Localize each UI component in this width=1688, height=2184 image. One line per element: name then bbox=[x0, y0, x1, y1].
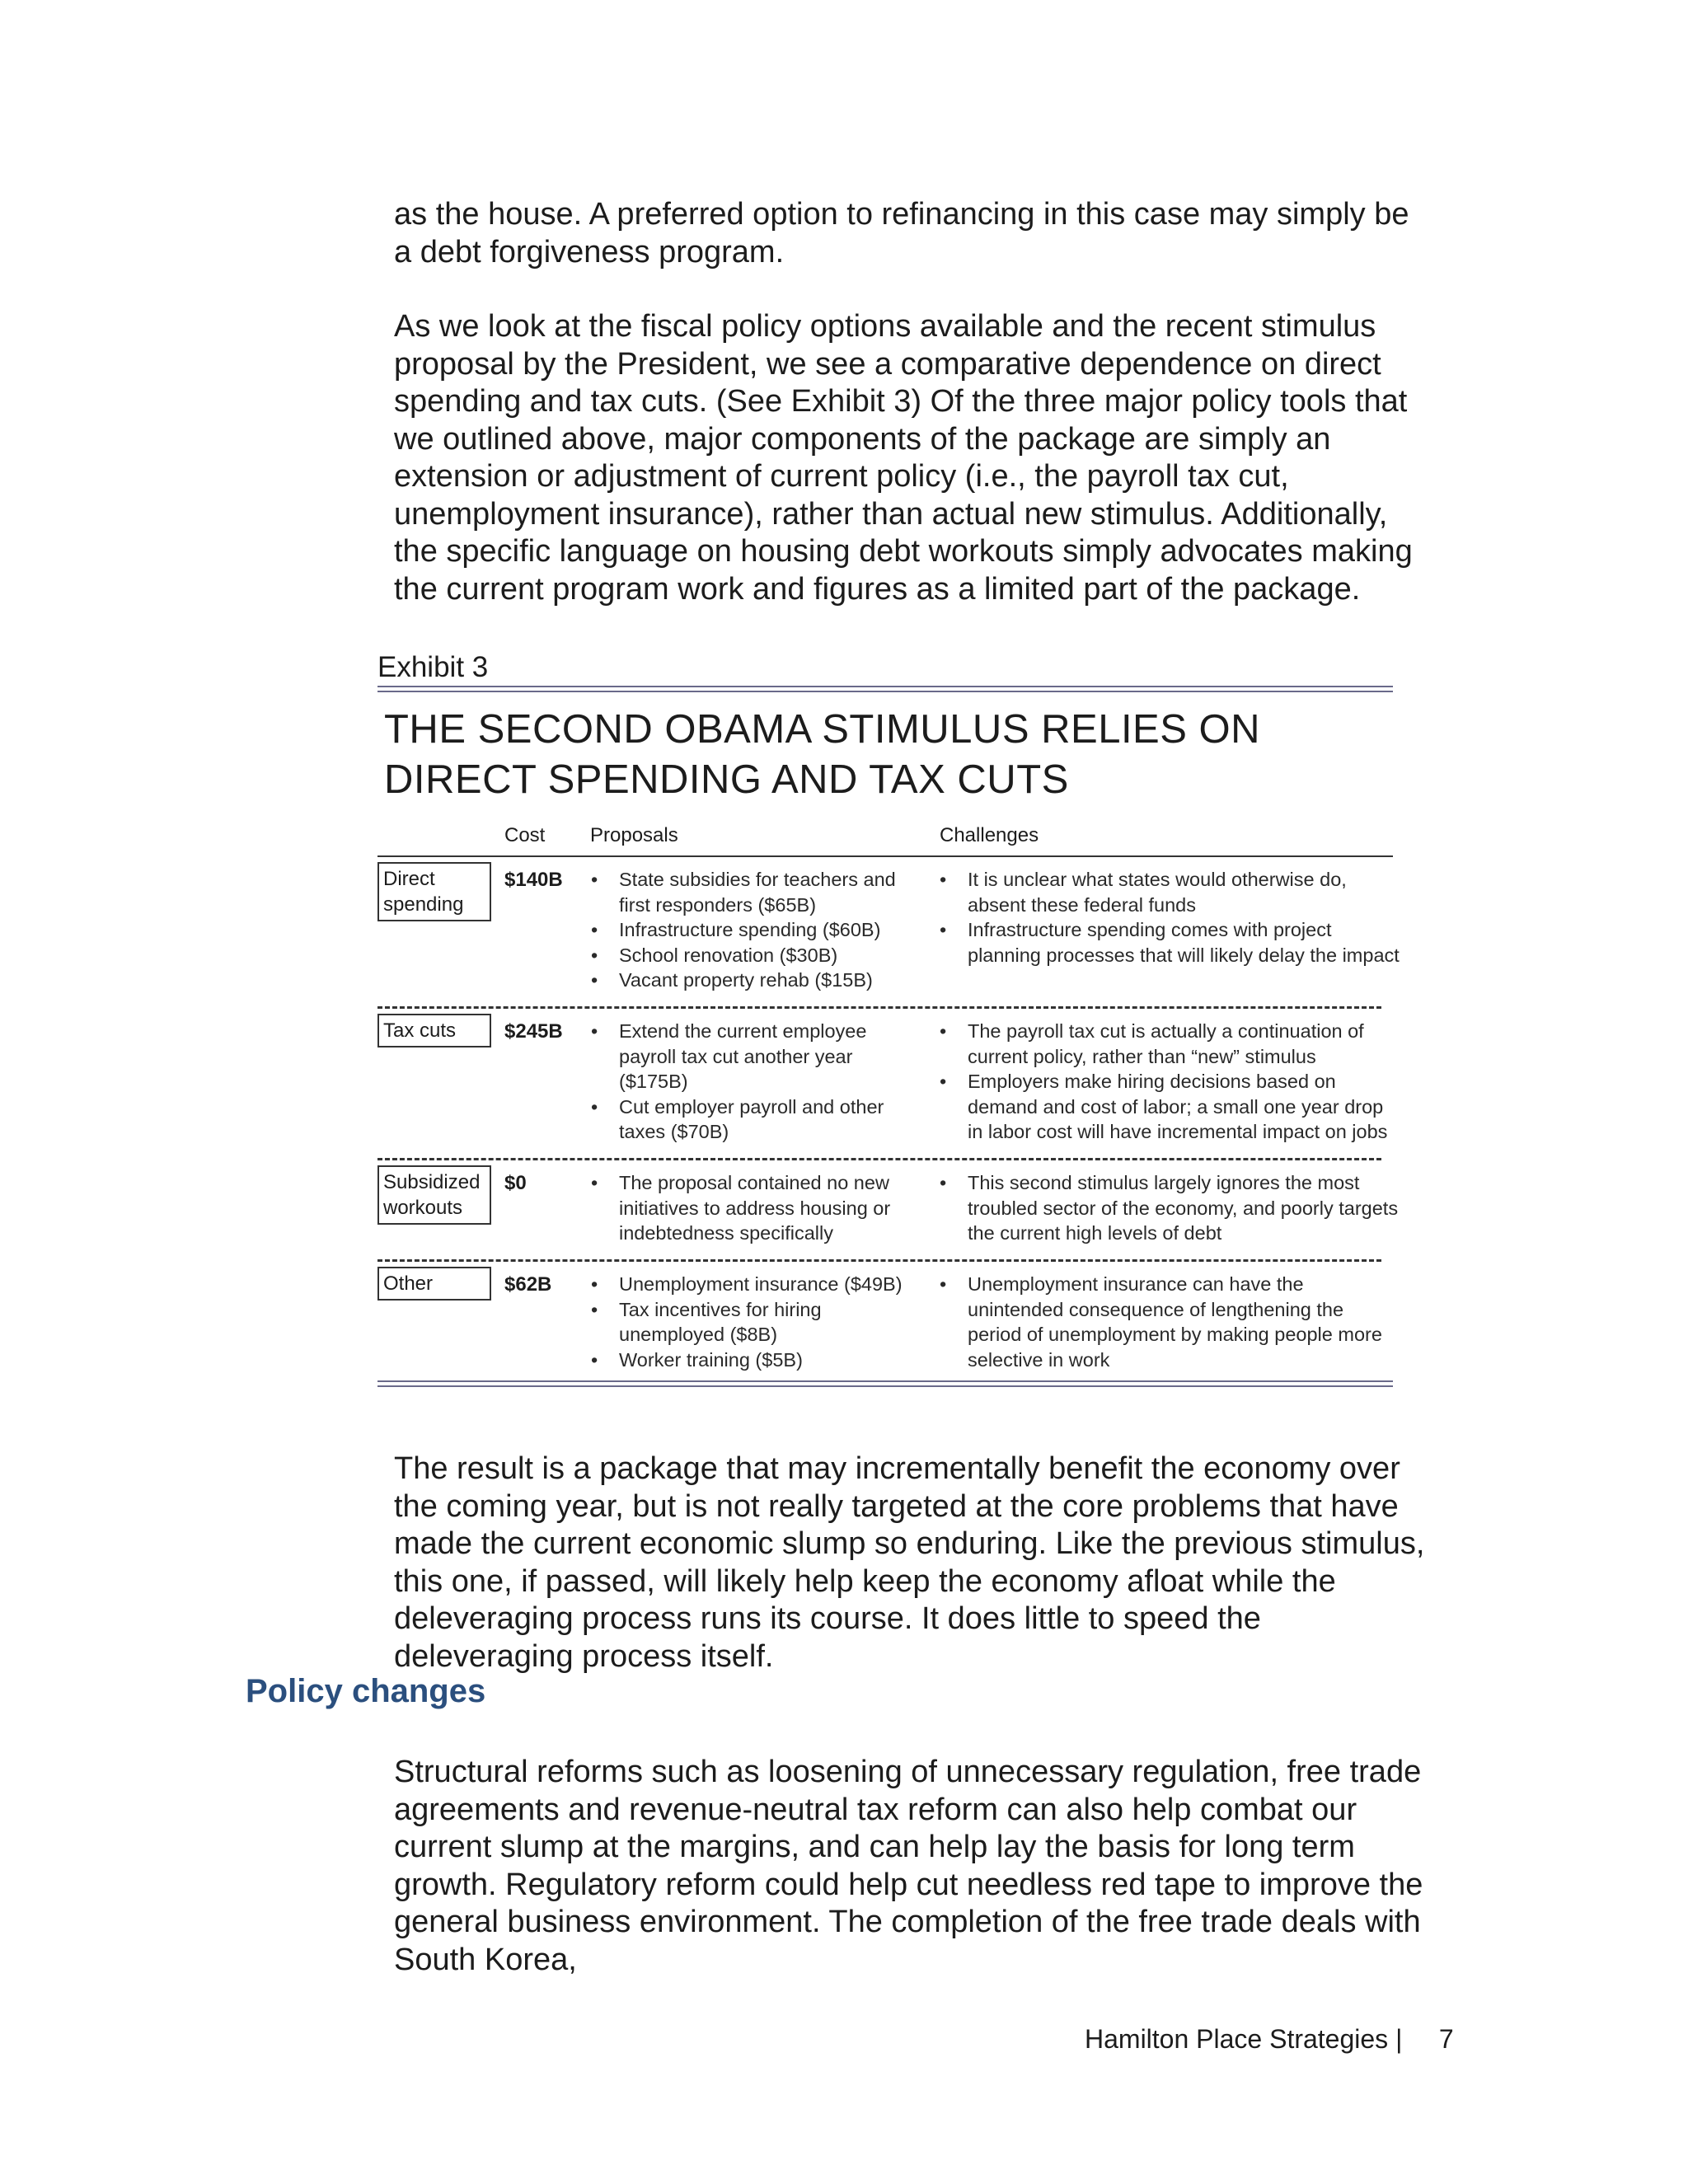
cost-value: $245B bbox=[504, 1020, 563, 1043]
exhibit-title bbox=[384, 705, 1260, 805]
body-paragraph: The result is a package that may incrementally benefit the economy over the coming year, but is not really targeted at the core problems that have made the current economic slump so enduring. Like the previous stimulus, this one, if passed, will likely help keep the economy afloat while the deleveraging process runs its course. It does little to speed the deleveraging process itself. bbox=[394, 1451, 1425, 1674]
divider bbox=[377, 1385, 1393, 1387]
list-item: • It is unclear what states would otherwise do, absent these federal funds bbox=[939, 867, 1400, 917]
exhibit-title-line: THE SECOND OBAMA STIMULUS RELIES ON bbox=[384, 707, 1261, 752]
body-paragraph: as the house. A preferred option to refinancing in this case may simply be a debt forgiveness program. bbox=[394, 197, 1409, 269]
list-item: • Infrastructure spending ($60B) bbox=[590, 917, 924, 943]
list-item: • Cut employer payroll and other taxes ($70B) bbox=[590, 1094, 924, 1145]
list-item: • Unemployment insurance can have the unintended consequence of lengthening the period of unemployment by making people more selective in work bbox=[939, 1272, 1400, 1372]
list-item: • Worker training ($5B) bbox=[590, 1347, 924, 1373]
proposals-list bbox=[590, 867, 924, 993]
category-label: workouts bbox=[383, 1197, 463, 1219]
footer-org: Hamilton Place Strategies | bbox=[1085, 2024, 1403, 2054]
page-footer bbox=[1085, 2024, 1454, 2055]
list-item: • The proposal contained no new initiatives to address housing or indebtedness specifically bbox=[590, 1170, 924, 1246]
challenges-list bbox=[939, 1272, 1400, 1372]
list-item: • Extend the current employee payroll tax cut another year ($175B) bbox=[590, 1019, 924, 1094]
challenges-list bbox=[939, 1170, 1400, 1246]
category-box bbox=[377, 862, 491, 921]
row-divider bbox=[377, 1158, 1381, 1160]
body-paragraph: Structural reforms such as loosening of unnecessary regulation, free trade agreements and revenue-neutral tax reform can also help combat our current slump at the margins, and can help lay the basis for long term growth. Regulatory reform could help cut needless red tape to improve the general business environment. The completion of the free trade deals with South Korea, bbox=[394, 1755, 1423, 1977]
list-item: • This second stimulus largely ignores the most troubled sector of the economy, and poorly targets the current high levels of debt bbox=[939, 1170, 1400, 1246]
divider bbox=[377, 1380, 1393, 1382]
exhibit-title-line: DIRECT SPENDING AND TAX CUTS bbox=[384, 757, 1069, 802]
category-label: Other bbox=[383, 1272, 434, 1295]
proposals-list bbox=[590, 1019, 924, 1145]
list-item: • Tax incentives for hiring unemployed ($8B) bbox=[590, 1297, 924, 1347]
category-box bbox=[377, 1014, 491, 1047]
list-item: • The payroll tax cut is actually a continuation of current policy, rather than “new” stimulus bbox=[939, 1019, 1400, 1069]
challenges-list bbox=[939, 867, 1400, 968]
column-header-cost: Cost bbox=[504, 824, 546, 846]
proposals-list bbox=[590, 1272, 924, 1372]
cost-value: $0 bbox=[504, 1172, 527, 1194]
list-item: • School renovation ($30B) bbox=[590, 943, 924, 968]
divider bbox=[377, 855, 1393, 857]
divider bbox=[377, 686, 1393, 687]
category-label: Tax cuts bbox=[383, 1019, 457, 1042]
category-label: Subsidized bbox=[383, 1171, 481, 1193]
column-header-proposals: Proposals bbox=[590, 824, 678, 846]
exhibit-label: Exhibit 3 bbox=[377, 651, 489, 683]
row-divider bbox=[377, 1259, 1381, 1262]
row-divider bbox=[377, 1006, 1381, 1009]
category-label: spending bbox=[383, 893, 464, 916]
proposals-list bbox=[590, 1170, 924, 1246]
category-box bbox=[377, 1267, 491, 1301]
body-paragraph: As we look at the fiscal policy options available and the recent stimulus proposal by the President, we see a comparative dependence on direct spending and tax cuts. (See Exhibit 3) Of the three major policy tools that we outlined above, major components of the package are simply an extension or adjustment of current policy (i.e., the payroll tax cut, unemployment insurance), rather than actual new stimulus. Additionally, the specific language on housing debt workouts simply advocates making the current program work and figures as a limited part of the package. bbox=[394, 309, 1413, 607]
column-header-challenges: Challenges bbox=[940, 824, 1039, 846]
list-item: • Infrastructure spending comes with project planning processes that will likely delay the impact bbox=[939, 917, 1400, 968]
challenges-list bbox=[939, 1019, 1400, 1145]
cost-value: $62B bbox=[504, 1273, 552, 1296]
list-item: • State subsidies for teachers and first responders ($65B) bbox=[590, 867, 924, 917]
cost-value: $140B bbox=[504, 869, 563, 891]
category-box bbox=[377, 1165, 491, 1225]
category-label: Direct bbox=[383, 868, 435, 890]
list-item: • Vacant property rehab ($15B) bbox=[590, 968, 924, 993]
page-number: 7 bbox=[1438, 2024, 1454, 2054]
list-item: • Unemployment insurance ($49B) bbox=[590, 1272, 924, 1297]
list-item: • Employers make hiring decisions based on demand and cost of labor; a small one year drop in labor cost will have incremental impact on jobs bbox=[939, 1069, 1400, 1145]
section-heading: Policy changes bbox=[246, 1673, 486, 1709]
divider bbox=[377, 691, 1393, 692]
